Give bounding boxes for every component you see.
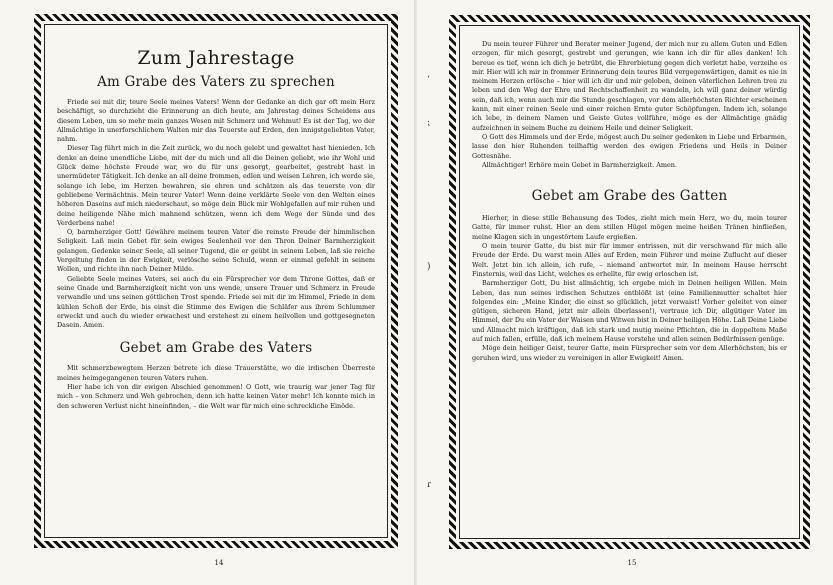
margin-mark-icon: ‘ [427, 75, 430, 85]
margin-mark-icon: ɾ [427, 480, 432, 490]
section-heading: Gebet am Grabe des Vaters [119, 340, 313, 357]
paragraph: Dieser Tag führt mich in die Zeit zurück, wo du noch gelebt und gewaltet hast hienieden. Ich denke an deine unendliche Liebe, mit der du mich und all die Deinen geliebt, wie ihr Wohl und Glück deine höchste Freude war, wo du für uns gesorgt, gearbeitet, gestrebt hast in unermüdeter Tätigkeit. Ich denke an all deine frommen, edlen und weisen Lehren, ich werde sie, solange ich lebe, im Herzen bewahren, sie ehren und schätzen als das teuerste von dir gebliebene Vermächtnis. Mein teurer Vater! Wenn deine verklärte Seele von den Welten eines höheren Daseins auf mich niederschaut, so möge dein Blick mir Wohlgefallen auf mir ruhen und deine heiligende Nähe mich mahnend schützen, wenn ich dem Wege der Sünde und des Verderbens nahe! [57, 144, 375, 227]
page-number: 15 [627, 559, 637, 567]
paragraph: Hier habe ich von dir ewigen Abschied genommen! O Gott, wie traurig war jener Tag für mich – von Schmerz und Weh gebrochen, denn ich hatte keinen Vater mehr! Ich konnte mich in den schweren Verlust nicht hineinfinden, – die Welt war für mich eine schreckliche Einöde. [57, 383, 375, 410]
paragraph: Barmherziger Gott, Du bist allmächtig, ich ergebe mich in Deinen heiligen Willen. Mein Leben, das nun seines irdischen Schutzes entblößt ist (eine Familienmutter schaltet hier folgendes ein: „Meine Kinder, die einst so glücklich, jetzt verwaist! Vorher geleitet von einer gütigen, sicheren Hand, jetzt mir allein überlassen!), vertraue ich Dir, allgütiger Vater im Himmel, der Du ein Vater der Waisen und Witwen bist in Deiner heiligen Höhe. Laß Deine Liebe und Allmacht mich kräftigen, daß ich stark und mutig meine Pflichten, die in doppeltem Maße auf mich fallen, erfülle, daß ich meinem Hause vorstehe und allen seinen Bedürfnissen genüge. [472, 279, 787, 344]
section-heading: Gebet am Grabe des Gatten [531, 188, 728, 205]
page-subtitle: Am Grabe des Vaters zu sprechen [97, 74, 335, 90]
page-number: 14 [214, 559, 224, 567]
right-page-content [459, 25, 800, 539]
paragraph: Allmächtiger! Erhöre mein Gebet in Barmherzigkeit. Amen. [482, 160, 677, 169]
paragraph: Möge dein heiliger Geist, teurer Gatte, mein Fürsprecher sein vor dem Allerhöchsten, bis er geruhen wird, uns wieder zu vereinigen in aller Ewigkeit! Amen. [472, 344, 787, 362]
paragraph: O mein teurer Gatte, du bist mir für immer entrissen, mit dir verschwand für mich alle Freude der Erde. Du warst mein Alles auf Erden, mein Führer und meine Zuflucht auf dieser Welt. Jetzt bin ich allein, ich rufe, – niemand antwortet mir. In meinem Hause herrscht Finsternis, weil das Licht, welches es erhellte, für ewig erloschen ist. [472, 242, 787, 278]
paragraph: Mit schmerzbewegtem Herzen betrete ich diese Trauerstätte, wo die irdischen Überreste meines heimgegangenen teuren Vaters ruhen. [57, 364, 375, 382]
paragraph: Hierher, in diese stille Behausung des Todes, zieht mich mein Herz, wo du, mein teurer Gatte, für immer ruhst. Hier an dem stillen Hügel mögen meine heißen Tränen hinfließen, meine Klagen sich in ungestörtem Laufe ergießen. [472, 214, 787, 241]
paragraph: O Gott des Himmels und der Erde, mögest auch Du seiner gedenken in Liebe und Erbarmen, lasse den hier Ruhenden teilhaftig werden des ewigen Friedens und Heils in Deiner Gottesnähe. [472, 132, 787, 160]
right-page [417, 0, 833, 585]
paragraph: Friede sei mit dir, teure Seele meines Vaters! Wenn der Gedanke an dich gar oft mein Herz beschäftigt, so durchzieht die Erinnerung an dich heute, am Jahrestag deines Scheidens aus diesem Leben, um so mehr mein ganzes Wesen mit Schmerz und Wehmut! Es ist der Tag, wo der Allmächtige in unerforschlichem Walten mir das Teuerste auf Erden, den innigstgeliebten Vater, nahm. [57, 98, 375, 144]
paragraph: O, barmherziger Gott! Gewähre meinem teuren Vater die reinste Freude der himmlischen Seligkeit. Laß mein Gebet für sein ewiges Seelenheil vor den Thron Deiner Barmherzigkeit gelangen. Gedenke seiner Seele, all seiner Tugend, die er geübt in seinem Leben, laß sie reiche Vergeltung finden in der Ewigkeit, verlösche seine Schuld, wenn er einmal gefehlt in seinem Wollen, und richte ihn nach Deiner Milde. [57, 228, 375, 274]
paragraph: Geliebte Seele meines Vaters, sei auch du ein Fürsprecher vor dem Throne Gottes, daß er seine Gnade und Barmherzigkeit nicht von uns wende, unsere Trauer und Schmerz in Freude verwandle und uns seinen göttlichen Trost spende. Friede sei mit dir im Himmel, Friede in dem kühlen Schoß der Erde, bis einst die Stimme des Ewigen die Schläfer aus ihrem Schlummer erweckt und auch du wieder erwachest und erstehest zu einem heilvollen und gottgesegneten Dasein. Amen. [57, 274, 375, 330]
decorative-border [34, 14, 398, 548]
margin-mark-icon: ) [427, 262, 431, 272]
paragraph: Du mein teurer Führer und Berater meiner Jugend, der mich nur zu allem Guten und Edlen erzogen, für mich gesorgt, gestrebt und gerungen, wie kann ich dir für alles danken! Ich bereue es tief, wenn ich dich je betrübt, die Ehrerbietung gegen dich verletzt habe, verzeihe es mir. Hier will ich mir in frommer Erinnerung dein teures Bild vergegenwärtigen, damit es nie in meinem Herzen erlösche – hier will ich dir und mir geloben, deinen väterlichen Lehren treu zu leben und den Weg der Ehre und Rechtschaffenheit zu wandeln, ich will ganz deiner würdig sein, daß ich, wenn auch mir die Stunde geschlagen, vor dem allerhöchsten Richter erscheinen kann, mit einer reinen Seele und einer reichen Ernte guter Schöpfungen. Indem ich, solange ich lebe, in deinem Namen und Geiste Gutes vollführe, möge es der Allmächtige gnädig aufzeichnen in seinem Buche zu deinem Heile und deiner Seligkeit. [472, 40, 787, 132]
margin-mark-icon: ⁏ [427, 118, 431, 128]
page-title: Zum Jahrestage [137, 47, 295, 69]
left-page-content [44, 24, 388, 538]
left-page [0, 0, 416, 585]
decorative-border [449, 15, 810, 549]
